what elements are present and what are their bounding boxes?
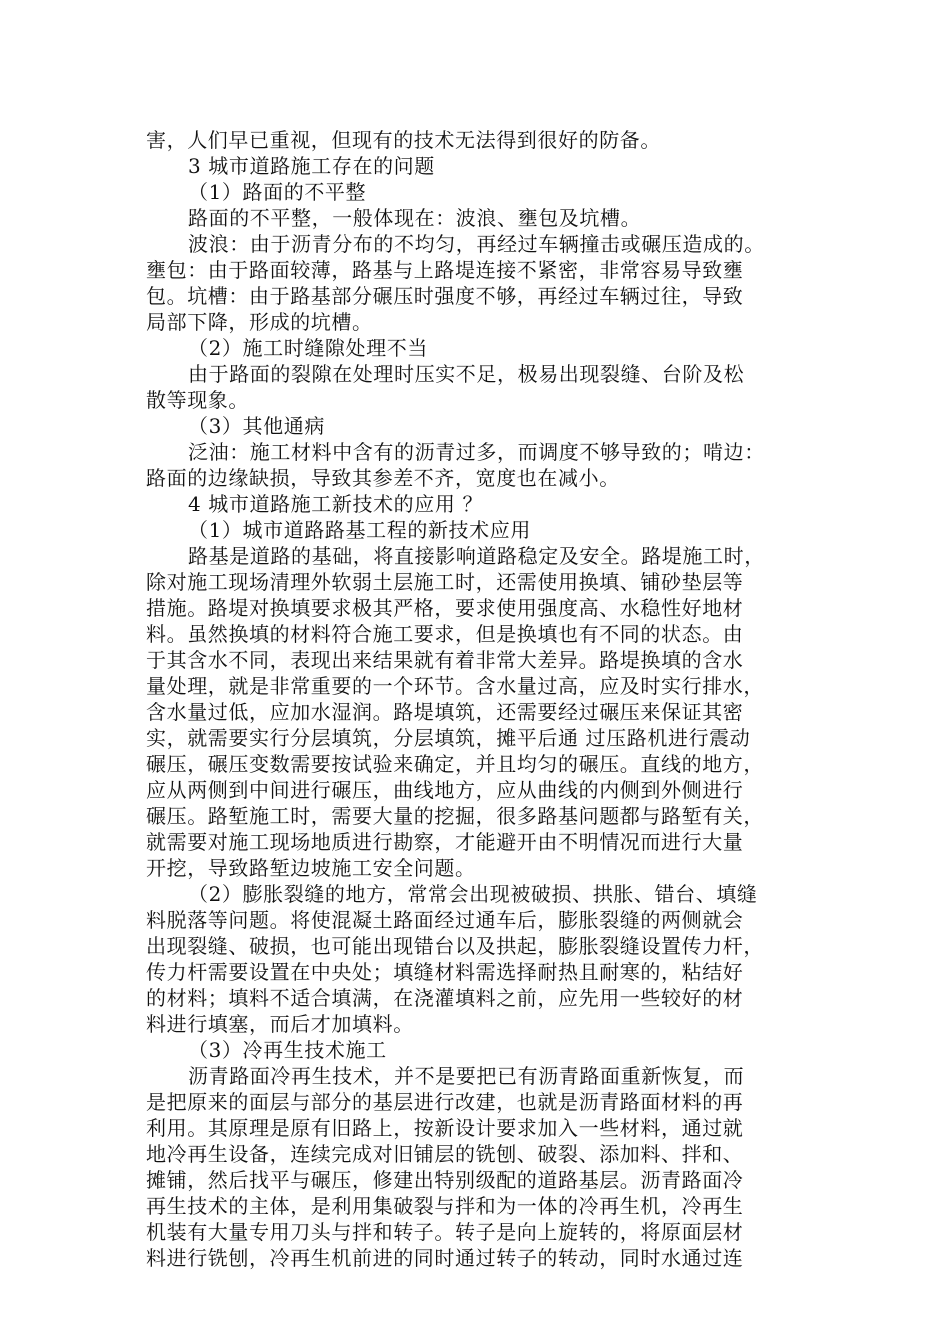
text-line: 碾压。路堑施工时，需要大量的挖掘，很多路基问题都与路堑有关， [146,804,764,828]
text-line: 利用。其原理是原有旧路上，按新设计要求加入一些材料，通过就 [146,1116,744,1140]
subsection-heading: （3）其他通病 [188,414,325,438]
text-line: 就需要对施工现场地质进行勘察，才能避开由不明情况而进行大量 [146,830,744,854]
text-line: 出现裂缝、破损，也可能出现错台以及拱起，膨胀裂缝设置传力杆， [146,934,764,958]
text-line: 机装有大量专用刀头与拌和转子。转子是向上旋转的，将原面层材 [146,1220,744,1244]
text-line: 料。虽然换填的材料符合施工要求，但是换填也有不同的状态。由 [146,622,744,646]
text-line: 传力杆需要设置在中央处；填缝材料需选择耐热且耐寒的，粘结好 [146,960,744,984]
text-line: 再生技术的主体，是利用集破裂与拌和为一体的冷再生机，冷再生 [146,1194,744,1218]
text-line: 料进行填塞，而后才加填料。 [146,1012,414,1036]
text-line: 由于路面的裂隙在处理时压实不足，极易出现裂缝、台阶及松 [188,362,745,386]
text-line: 包。坑槽：由于路基部分碾压时强度不够，再经过车辆过往，导致 [146,284,744,308]
text-line: 的材料；填料不适合填满，在浇灌填料之前，应先用一些较好的材 [146,986,744,1010]
text-line: （2）膨胀裂缝的地方，常常会出现被破损、拱胀、错台、填缝 [188,882,758,906]
text-line: 是把原来的面层与部分的基层进行改建，也就是沥青路面材料的再 [146,1090,744,1114]
text-line: 泛油：施工材料中含有的沥青过多，而调度不够导致的；啃边： [188,440,765,464]
text-line: 地冷再生设备，连续完成对旧铺层的铣刨、破裂、添加料、拌和、 [146,1142,744,1166]
text-line: 实，就需要实行分层填筑，分层填筑，摊平后通 过压路机进行震动 [146,726,751,750]
subsection-heading: （1）路面的不平整 [188,180,367,204]
text-line: 波浪：由于沥青分布的不均匀，再经过车辆撞击或碾压造成的。 [188,232,765,256]
text-line: 沥青路面冷再生技术，并不是要把已有沥青路面重新恢复，而 [188,1064,745,1088]
text-line: 措施。路堤对换填要求极其严格，要求使用强度高、水稳性好地材 [146,596,744,620]
text-line: 壅包：由于路面较薄，路基与上路堤连接不紧密，非常容易导致壅 [146,258,744,282]
text-line: 含水量过低，应加水湿润。路堤填筑，还需要经过碾压来保证其密 [146,700,744,724]
text-line: 散等现象。 [146,388,249,412]
text-line: 害，人们早已重视，但现有的技术无法得到很好的防备。 [146,128,661,152]
section-heading: 4 城市道路施工新技术的应用 ？ [188,492,484,516]
text-line: 开挖，导致路堑边坡施工安全问题。 [146,856,476,880]
text-line: 摊铺，然后找平与碾压，修建出特别级配的道路基层。沥青路面冷 [146,1168,744,1192]
text-line: 于其含水不同，表现出来结果就有着非常大差异。路堤换填的含水 [146,648,744,672]
section-heading: 3 城市道路施工存在的问题 [188,154,435,178]
subsection-heading: （2）施工时缝隙处理不当 [188,336,428,360]
text-line: 应从两侧到中间进行碾压，曲线地方，应从曲线的内侧到外侧进行 [146,778,744,802]
text-line: 路基是道路的基础，将直接影响道路稳定及安全。路堤施工时， [188,544,765,568]
text-line: 局部下降，形成的坑槽。 [146,310,373,334]
text-line: 量处理，就是非常重要的一个环节。含水量过高，应及时实行排水， [146,674,764,698]
text-line: 碾压，碾压变数需要按试验来确定，并且均匀的碾压。直线的地方， [146,752,764,776]
subsection-heading: （1）城市道路路基工程的新技术应用 [188,518,531,542]
text-line: 路面的不平整，一般体现在：波浪、壅包及坑槽。 [188,206,642,230]
text-line: 料脱落等问题。将使混凝土路面经过通车后，膨胀裂缝的两侧就会 [146,908,744,932]
text-line: 路面的边缘缺损，导致其参差不齐，宽度也在减小。 [146,466,620,490]
text-line: 料进行铣刨，冷再生机前进的同时通过转子的转动，同时水通过连 [146,1246,744,1270]
text-line: 除对施工现场清理外软弱土层施工时，还需使用换填、铺砂垫层等 [146,570,744,594]
subsection-heading: （3）冷再生技术施工 [188,1038,387,1062]
